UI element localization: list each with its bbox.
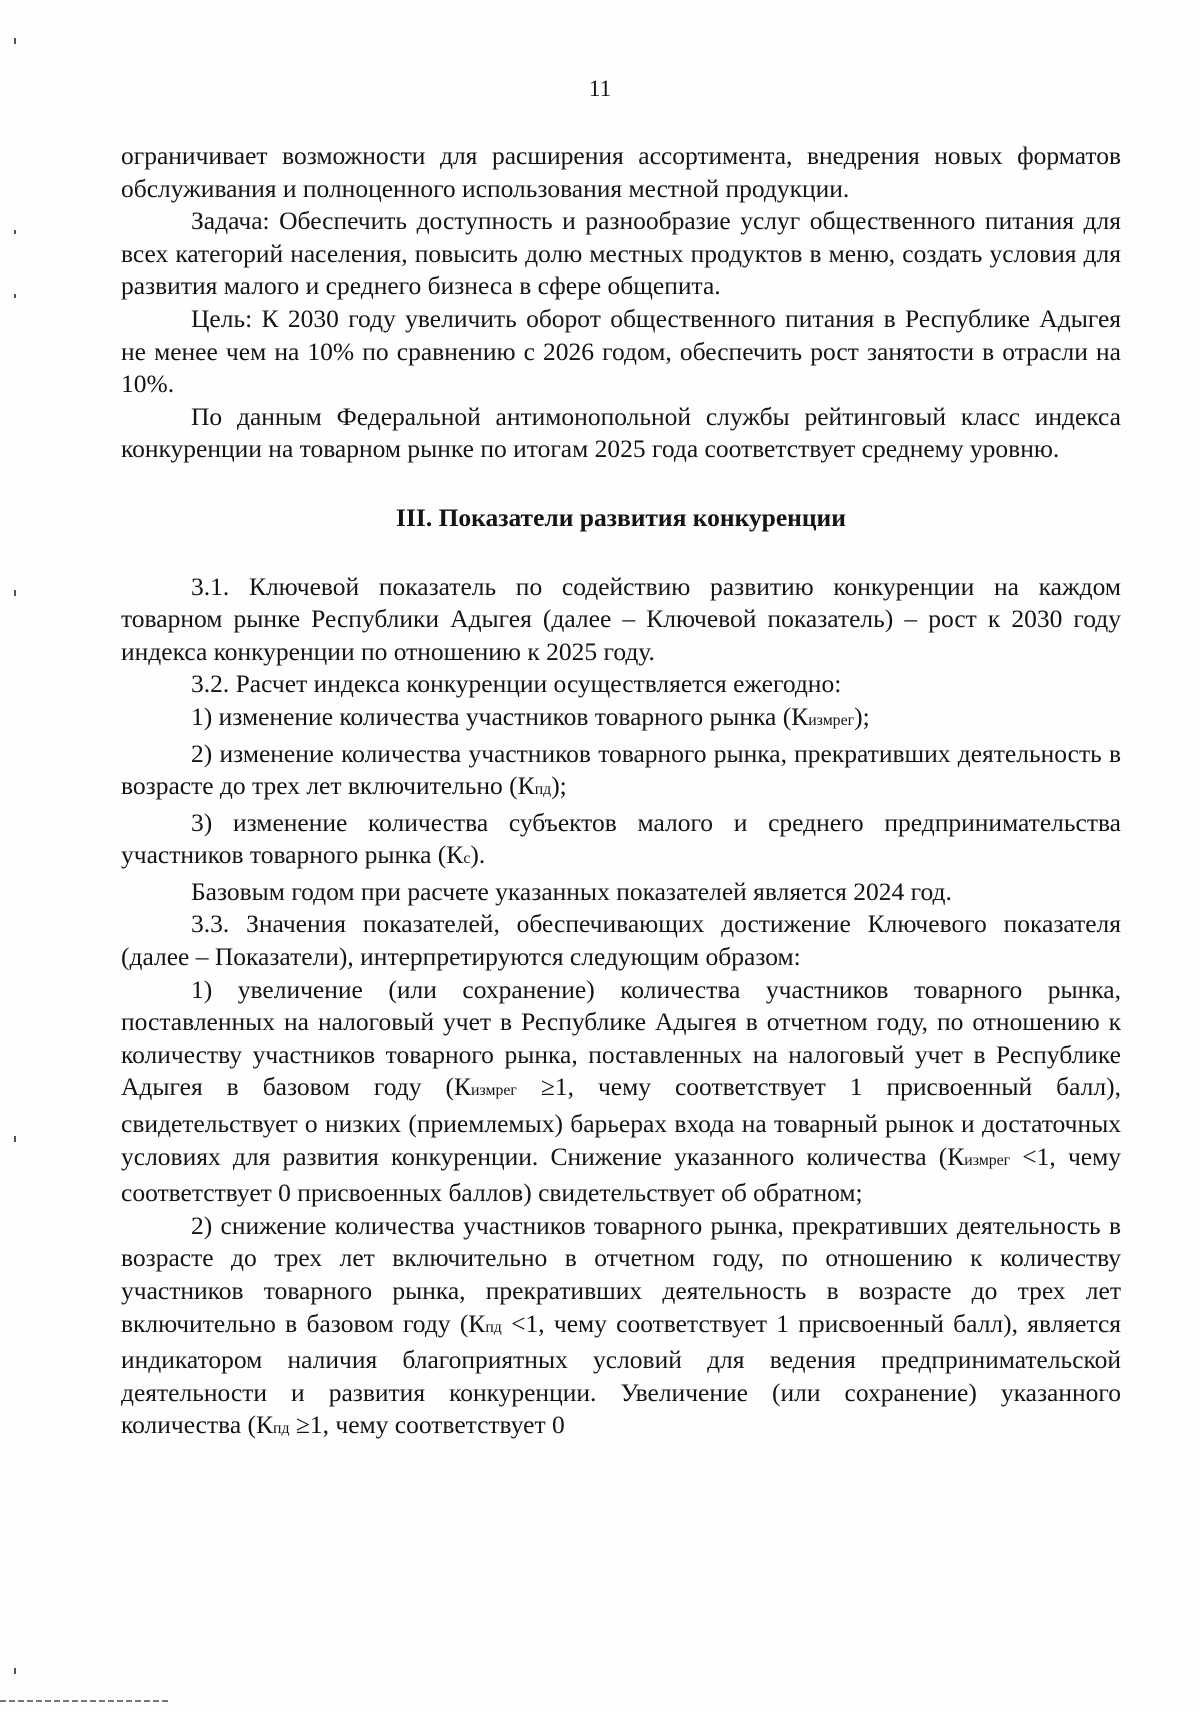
paragraph-3-1: 3.1. Ключевой показатель по содействию развитию конкуренции на каждом товарном рынке Республики Адыгея (далее – Ключевой показатель) – рост к 2030 году индекса конкуренции по отношению к 2025 году.	[121, 571, 1121, 666]
list-item-3-tail: ).	[470, 840, 486, 870]
scan-margin-mark	[14, 294, 16, 298]
paragraph-fas-rating: По данным Федеральной антимонопольной службы рейтинговый класс индекса конкуренции на товарном рынке по итогам 2025 года соответствует среднему уровню.	[121, 401, 1121, 464]
scan-margin-mark	[14, 1136, 16, 1142]
subscript-pd: пд	[534, 781, 552, 799]
document-body	[121, 140, 1121, 1446]
list-item-3	[121, 807, 1121, 876]
scan-edge-artifact	[0, 1700, 170, 1702]
scan-margin-mark	[14, 1668, 16, 1674]
subscript-s: с	[463, 850, 471, 868]
interpretation-1-text-b: ≥1, чему соответствует 1 присвоенный балл), свидетельствует о низких (приемлемых) барьерах входа на товарный рынок и достаточных условиях для развития конкуренции. Снижение указанного количества (К	[121, 1072, 1122, 1171]
list-item-2-text: 2) изменение количества участников товарного рынка, прекративших деятельность в возрасте до трех лет включительно (К	[121, 738, 1121, 801]
paragraph-goal: Цель: К 2030 году увеличить оборот общественного питания в Республике Адыгея не менее чем на 10% по сравнению с 2026 годом, обеспечить рост занятости в отрасли на 10%.	[121, 303, 1121, 399]
list-item-2	[121, 738, 1121, 807]
interpretation-1-text-a: 1) увеличение (или сохранение) количества участников товарного рынка, поставленных на налоговый учет в Республике Адыгея в отчетном году, по отношению к количеству участников товарного рынка, поставленных на налоговый учет в Республике Адыгея в базовом году (К	[121, 974, 1121, 1102]
subscript-izmreg: измрег	[808, 711, 855, 729]
page-number: 11	[588, 76, 612, 101]
interpretation-1-text-c: <1, чему соответствует 0 присвоенных баллов) свидетельствует об обратном;	[121, 1141, 1121, 1208]
list-item-2-tail: );	[551, 771, 567, 801]
paragraph-continuation: ограничивает возможности для расширения ассортимента, внедрения новых форматов обслуживания и полноценного использования местной продукции.	[121, 141, 1121, 203]
paragraph-3-2: 3.2. Расчет индекса конкуренции осуществляется ежегодно:	[191, 669, 842, 699]
section-heading: III. Показатели развития конкуренции	[396, 502, 846, 532]
scan-margin-mark	[14, 590, 16, 596]
list-item-1-text: 1) изменение количества участников товарного рынка (К	[191, 701, 809, 731]
paragraph-task: Задача: Обеспечить доступность и разнообразие услуг общественного питания для всех категорий населения, повысить долю местных продуктов в меню, создать условия для развития малого и среднего бизнеса в сфере общепита.	[121, 206, 1121, 301]
interpretation-item-2	[121, 1210, 1121, 1446]
interpretation-2-text-a: 2) снижение количества участников товарного рынка, прекративших деятельность в возрасте до трех лет включительно в отчетном году, по отношению к количеству участников товарного рынка, прекративших деятельность в возрасте до трех лет включительно в базовом году (К	[121, 1210, 1121, 1338]
interpretation-2-text-c: ≥1, чему соответствует 0	[289, 1410, 565, 1440]
list-item-3-text: 3) изменение количества субъектов малого и среднего предпринимательства участников товарного рынка (К	[121, 807, 1121, 870]
scan-margin-mark	[14, 38, 16, 44]
interpretation-2-text-b: <1, чему соответствует 1 присвоенный балл), является индикатором наличия благоприятных условий для ведения предпринимательской деятельности и развития конкуренции. Увеличение (или сохранение) указанного количества (К	[121, 1308, 1121, 1440]
paragraph-3-3: 3.3. Значения показателей, обеспечивающих достижение Ключевого показателя (далее – Показатели), интерпретируются следующим образом:	[121, 909, 1121, 972]
subscript-pd: пд	[273, 1420, 290, 1438]
interpretation-item-1	[121, 974, 1121, 1210]
paragraph-base-year: Базовым годом при расчете указанных показателей является 2024 год.	[191, 876, 952, 906]
subscript-izmreg: измрег	[471, 1082, 517, 1100]
list-item-1-tail: );	[854, 701, 870, 731]
scan-margin-mark	[14, 230, 16, 234]
list-item-1	[121, 701, 1121, 738]
subscript-pd: пд	[485, 1318, 502, 1336]
subscript-izmreg: измрег	[964, 1151, 1011, 1169]
